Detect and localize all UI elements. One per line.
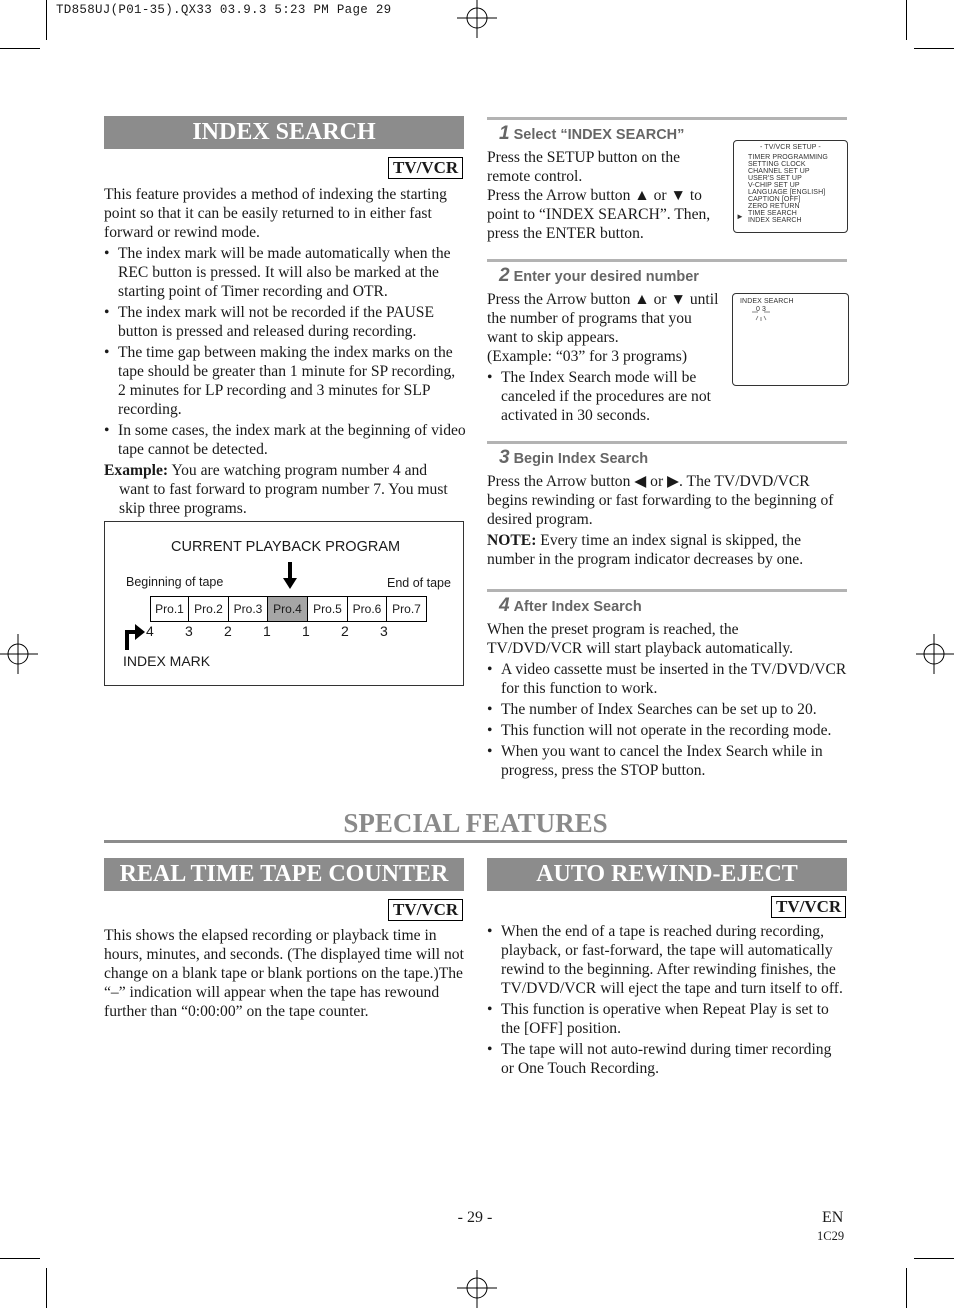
step-1-line: remote control.: [487, 168, 583, 185]
step-2-line: want to skip appears.: [487, 329, 619, 346]
step-1-line: point to “INDEX SEARCH”. Then,: [487, 206, 711, 223]
index-search-body: [104, 185, 466, 518]
step-4-title: After Index Search: [513, 599, 642, 615]
program-cell: Pro.2: [189, 597, 229, 621]
index-mark-label: INDEX MARK: [123, 653, 211, 669]
tv-vcr-badge: TV/VCR: [388, 899, 463, 921]
step-2-line: the number of programs that you: [487, 310, 692, 327]
step-4-bullet: • A video cassette must be inserted in the TV/DVD/VCR for this function to work.: [487, 660, 847, 698]
step-2-heading: [499, 265, 699, 287]
end-of-tape-label: End of tape: [387, 576, 451, 590]
step-3-note: [487, 531, 845, 569]
step-1-heading: [499, 123, 684, 145]
step-3-rule: [487, 441, 847, 444]
tape-index-diagram: [104, 521, 464, 686]
registration-mark-bottom: [455, 1268, 499, 1308]
step-2-rule: [487, 259, 847, 262]
program-cell: Pro.4: [268, 597, 308, 621]
step-1-rule: [487, 117, 847, 120]
step-2-title: Enter your desired number: [513, 269, 699, 285]
step-3-title: Begin Index Search: [513, 451, 649, 467]
setup-menu-item: CAPTION [OFF]: [748, 196, 801, 203]
blink-indicator-icon: [749, 302, 773, 322]
registration-mark-right: [914, 632, 954, 676]
skip-count-row: [140, 623, 430, 643]
registration-mark-top: [455, 0, 499, 40]
index-search-banner: INDEX SEARCH: [104, 116, 464, 149]
index-search-bullet: • The index mark will be made automatically when the REC button is pressed. It will also be marked at the starting point of Timer recording and OTR.: [104, 244, 466, 301]
program-cell: Pro.1: [151, 597, 189, 621]
step-4-bullet: • When you want to cancel the Index Search while in progress, press the STOP button.: [487, 742, 847, 780]
step-1-line: press the ENTER button.: [487, 225, 644, 242]
step-3-number: 3: [499, 447, 510, 468]
diagram-title: CURRENT PLAYBACK PROGRAM: [171, 539, 401, 555]
setup-menu-item: ZERO RETURN: [748, 203, 800, 210]
setup-menu-list: [748, 154, 828, 224]
page-number: - 29 -: [457, 1209, 493, 1226]
current-program-arrow-icon: [283, 562, 297, 590]
auto-rewind-body: [487, 922, 845, 1078]
language-code: EN: [822, 1209, 844, 1226]
auto-rewind-bullet: • This function is operative when Repeat Play is set to the [OFF] position.: [487, 1000, 845, 1038]
note-label: NOTE:: [487, 532, 537, 549]
special-features-rule: [104, 840, 847, 843]
index-search-bullet: • In some cases, the index mark at the beginning of video tape cannot be detected.: [104, 421, 466, 459]
program-cell: Pro.5: [308, 597, 348, 621]
index-search-bullet: • The index mark will not be recorded if the PAUSE button is pressed and released during recording.: [104, 303, 466, 341]
setup-menu-screen: [733, 140, 848, 233]
step-3-heading: [499, 447, 648, 469]
step-3-body: [487, 472, 845, 569]
index-search-bullet: • The time gap between making the index marks on the tape should be greater than 1 minute for SP recording, 2 minutes for LP recording and 3 minutes for SLP recording.: [104, 343, 466, 419]
index-search-screen-title: INDEX SEARCH: [740, 298, 794, 305]
document-code: 1C29: [817, 1229, 845, 1243]
setup-menu-item: INDEX SEARCH: [748, 217, 802, 224]
step-4-number: 4: [499, 595, 510, 616]
step-2-bullet-text: • The Index Search mode will be canceled if the procedures are not activated in 30 seconds.: [501, 369, 711, 424]
step-1-line: Press the SETUP button on the: [487, 149, 681, 166]
step-2-number: 2: [499, 265, 510, 286]
setup-menu-item: CHANNEL SET UP: [748, 168, 810, 175]
setup-menu-item: V-CHIP SET UP: [748, 182, 800, 189]
step-4-rule: [487, 589, 847, 592]
note-text: Every time an index signal is skipped, the number in the program indicator decreases by one.: [487, 532, 804, 568]
step-4-bullet: • The number of Index Searches can be set up to 20.: [487, 700, 847, 719]
step-4-heading: [499, 595, 642, 617]
print-slug: TD858UJ(P01-35).QX33 03.9.3 5:23 PM Page 29: [56, 3, 392, 17]
index-search-intro: This feature provides a method of indexing the starting point so that it can be easily returned to in either fast forward or rewind mode.: [104, 186, 447, 241]
skip-count: 3: [185, 623, 193, 639]
registration-mark-left: [0, 632, 40, 676]
menu-cursor-icon: ►: [736, 212, 744, 221]
step-3-text: Press the Arrow button ◀ or ▶. The TV/DVD/VCR begins rewinding or fast forwarding to the beginning of desired program.: [487, 473, 834, 528]
program-cell: Pro.7: [387, 597, 427, 621]
setup-menu-title: - TV/VCR SETUP -: [760, 144, 821, 151]
tape-counter-banner: REAL TIME TAPE COUNTER: [104, 858, 464, 891]
step-1-number: 1: [499, 123, 510, 144]
step-1-body: [487, 148, 737, 243]
example-paragraph: [104, 461, 466, 518]
step-2-line: (Example: “03” for 3 programs): [487, 348, 688, 365]
tape-strip: [150, 596, 427, 622]
beginning-of-tape-label: Beginning of tape: [126, 575, 224, 589]
tape-counter-body: This shows the elapsed recording or playback time in hours, minutes, and seconds. (The displayed time will not change on a blank tape or blank portions on the tape.)The “–” indication will appear when the tape has rewound further than “0:00:00” on the tape counter.: [104, 927, 464, 1020]
step-4-body: [487, 620, 847, 780]
auto-rewind-bullet: • When the end of a tape is reached during recording, playback, or fast-forward, the tape will automatically rewind to the beginning. After rewinding finishes, the TV/DVD/VCR will eject the tape and turn itself to off.: [487, 922, 845, 998]
setup-menu-item: SETTING CLOCK: [748, 161, 806, 168]
example-label: Example:: [104, 462, 169, 479]
example-rest: want to fast forward to program number 7. You must skip three programs.: [119, 481, 448, 517]
program-cell: Pro.3: [229, 597, 268, 621]
example-line1: You are watching program number 4 and: [171, 462, 428, 479]
program-cell: Pro.6: [348, 597, 387, 621]
skip-count: 4: [146, 623, 154, 639]
auto-rewind-bullet: • The tape will not auto-rewind during timer recording or One Touch Recording.: [487, 1040, 845, 1078]
skip-count: 1: [263, 623, 271, 639]
special-features-title: SPECIAL FEATURES: [343, 808, 608, 838]
tv-vcr-badge: TV/VCR: [771, 896, 846, 918]
setup-menu-item: USER'S SET UP: [748, 175, 802, 182]
skip-count: 3: [380, 623, 388, 639]
skip-count: 2: [341, 623, 349, 639]
skip-count: 2: [224, 623, 232, 639]
setup-menu-item: TIME SEARCH: [748, 210, 797, 217]
step-4-text: When the preset program is reached, the TV/DVD/VCR will start playback automatically.: [487, 621, 794, 657]
auto-rewind-banner: AUTO REWIND-EJECT: [487, 858, 847, 891]
step-1-title: Select “INDEX SEARCH”: [513, 127, 685, 143]
step-4-bullet: • This function will not operate in the recording mode.: [487, 721, 847, 740]
index-search-value: 0 3: [756, 306, 767, 313]
step-1-line: Press the Arrow button ▲ or ▼ to: [487, 187, 702, 204]
index-search-screen: [732, 293, 849, 386]
step-2-line: Press the Arrow button ▲ or ▼ until: [487, 291, 719, 308]
tv-vcr-badge: TV/VCR: [388, 157, 463, 179]
setup-menu-item: LANGUAGE [ENGLISH]: [748, 189, 826, 196]
skip-count: 1: [302, 623, 310, 639]
setup-menu-item: TIMER PROGRAMMING: [748, 154, 828, 161]
